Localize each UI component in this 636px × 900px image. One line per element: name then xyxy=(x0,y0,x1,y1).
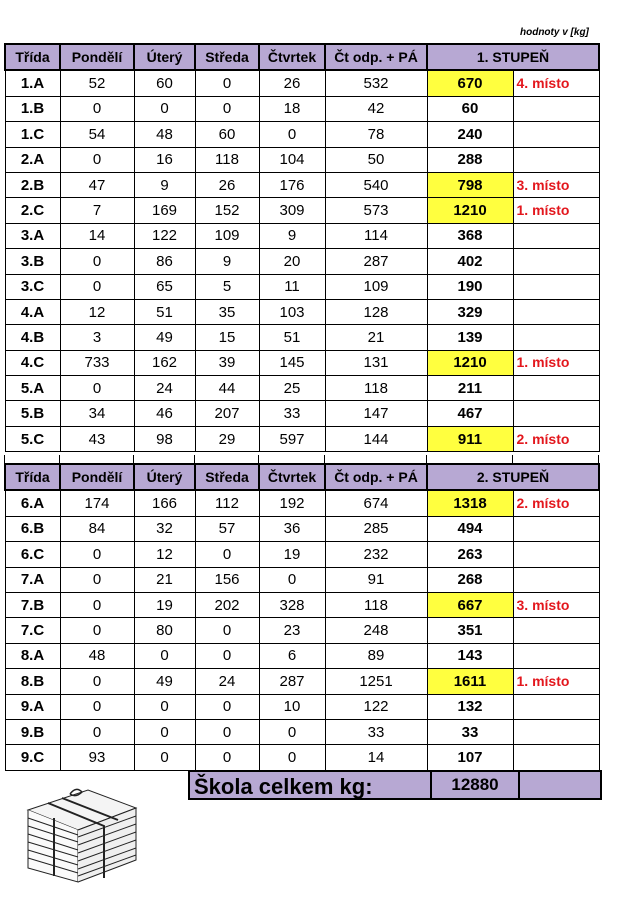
table-row xyxy=(5,490,599,516)
wednesday-value: 202 xyxy=(195,592,259,617)
place-cell xyxy=(513,643,599,668)
place-cell: 1. místo xyxy=(513,350,599,375)
table-row xyxy=(5,592,599,617)
place-cell: 2. místo xyxy=(513,490,599,516)
class-cell: 3.C xyxy=(5,274,60,299)
thursday-value: 0 xyxy=(259,122,325,147)
tuesday-value: 51 xyxy=(134,299,195,324)
total-cell: 143 xyxy=(427,643,513,668)
thu-fri-value: 573 xyxy=(325,198,427,223)
thursday-value: 0 xyxy=(259,567,325,592)
tuesday-value: 80 xyxy=(134,618,195,643)
monday-value: 0 xyxy=(60,274,134,299)
thu-fri-value: 232 xyxy=(325,542,427,567)
second-grade-body xyxy=(5,490,599,770)
thu-fri-value: 118 xyxy=(325,592,427,617)
class-cell: 2.A xyxy=(5,147,60,172)
place-cell xyxy=(513,274,599,299)
total-cell: 1210 xyxy=(427,350,513,375)
thu-fri-value: 144 xyxy=(325,426,427,451)
class-cell: 2.B xyxy=(5,172,60,197)
wednesday-value: 112 xyxy=(195,490,259,516)
table-row xyxy=(5,96,599,121)
class-cell: 2.C xyxy=(5,198,60,223)
thursday-value: 328 xyxy=(259,592,325,617)
class-cell: 4.A xyxy=(5,299,60,324)
wednesday-value: 5 xyxy=(195,274,259,299)
first-grade-body xyxy=(5,70,599,451)
thursday-value: 23 xyxy=(259,618,325,643)
place-cell: 3. místo xyxy=(513,592,599,617)
place-cell xyxy=(513,745,599,770)
thursday-value: 145 xyxy=(259,350,325,375)
class-cell: 6.C xyxy=(5,542,60,567)
table-row xyxy=(5,122,599,147)
thursday-value: 597 xyxy=(259,426,325,451)
class-cell: 1.A xyxy=(5,70,60,96)
thu-fri-value: 89 xyxy=(325,643,427,668)
monday-value: 54 xyxy=(60,122,134,147)
monday-value: 0 xyxy=(60,96,134,121)
header-wednesday: Středa xyxy=(195,44,259,70)
monday-value: 0 xyxy=(60,592,134,617)
monday-value: 48 xyxy=(60,643,134,668)
monday-value: 52 xyxy=(60,70,134,96)
wednesday-value: 109 xyxy=(195,223,259,248)
thu-fri-value: 109 xyxy=(325,274,427,299)
wednesday-value: 0 xyxy=(195,542,259,567)
thursday-value: 26 xyxy=(259,70,325,96)
table-row xyxy=(5,745,599,770)
wednesday-value: 39 xyxy=(195,350,259,375)
thursday-value: 33 xyxy=(259,401,325,426)
total-cell: 268 xyxy=(427,567,513,592)
monday-value: 0 xyxy=(60,694,134,719)
thursday-value: 0 xyxy=(259,745,325,770)
header-row xyxy=(5,44,599,70)
monday-value: 174 xyxy=(60,490,134,516)
place-cell xyxy=(513,719,599,744)
wednesday-value: 118 xyxy=(195,147,259,172)
thu-fri-value: 285 xyxy=(325,516,427,541)
table-first-grade xyxy=(4,43,600,452)
thursday-value: 11 xyxy=(259,274,325,299)
monday-value: 0 xyxy=(60,249,134,274)
thu-fri-value: 91 xyxy=(325,567,427,592)
monday-value: 0 xyxy=(60,719,134,744)
wednesday-value: 24 xyxy=(195,669,259,694)
monday-value: 0 xyxy=(60,147,134,172)
place-cell: 4. místo xyxy=(513,70,599,96)
thu-fri-value: 50 xyxy=(325,147,427,172)
tuesday-value: 46 xyxy=(134,401,195,426)
thu-fri-value: 540 xyxy=(325,172,427,197)
monday-value: 14 xyxy=(60,223,134,248)
total-cell: 1611 xyxy=(427,669,513,694)
thursday-value: 25 xyxy=(259,376,325,401)
thu-fri-value: 21 xyxy=(325,325,427,350)
table-row xyxy=(5,70,599,96)
thu-fri-value: 1251 xyxy=(325,669,427,694)
school-total-bar xyxy=(188,770,602,800)
section-title: 2. STUPEŇ xyxy=(427,464,599,490)
wednesday-value: 35 xyxy=(195,299,259,324)
wednesday-value: 0 xyxy=(195,643,259,668)
monday-value: 0 xyxy=(60,376,134,401)
wednesday-value: 29 xyxy=(195,426,259,451)
tuesday-value: 16 xyxy=(134,147,195,172)
total-cell: 1318 xyxy=(427,490,513,516)
paper-bundle-icon xyxy=(18,780,143,885)
tuesday-value: 19 xyxy=(134,592,195,617)
class-cell: 8.B xyxy=(5,669,60,694)
class-cell: 5.A xyxy=(5,376,60,401)
monday-value: 0 xyxy=(60,618,134,643)
place-cell xyxy=(513,542,599,567)
tuesday-value: 9 xyxy=(134,172,195,197)
total-cell: 139 xyxy=(427,325,513,350)
thursday-value: 20 xyxy=(259,249,325,274)
thu-fri-value: 42 xyxy=(325,96,427,121)
table-row xyxy=(5,147,599,172)
thu-fri-value: 114 xyxy=(325,223,427,248)
class-cell: 3.A xyxy=(5,223,60,248)
tuesday-value: 24 xyxy=(134,376,195,401)
table-row xyxy=(5,376,599,401)
total-cell: 670 xyxy=(427,70,513,96)
thu-fri-value: 14 xyxy=(325,745,427,770)
header-class: Třída xyxy=(5,44,60,70)
tuesday-value: 0 xyxy=(134,96,195,121)
thu-fri-value: 33 xyxy=(325,719,427,744)
wednesday-value: 44 xyxy=(195,376,259,401)
class-cell: 1.B xyxy=(5,96,60,121)
tuesday-value: 0 xyxy=(134,745,195,770)
tuesday-value: 32 xyxy=(134,516,195,541)
table-row xyxy=(5,350,599,375)
thu-fri-value: 122 xyxy=(325,694,427,719)
thursday-value: 6 xyxy=(259,643,325,668)
wednesday-value: 26 xyxy=(195,172,259,197)
thursday-value: 176 xyxy=(259,172,325,197)
table-row xyxy=(5,643,599,668)
thursday-value: 192 xyxy=(259,490,325,516)
monday-value: 0 xyxy=(60,669,134,694)
tuesday-value: 86 xyxy=(134,249,195,274)
wednesday-value: 0 xyxy=(195,96,259,121)
tuesday-value: 60 xyxy=(134,70,195,96)
class-cell: 6.B xyxy=(5,516,60,541)
monday-value: 47 xyxy=(60,172,134,197)
tuesday-value: 65 xyxy=(134,274,195,299)
total-cell: 288 xyxy=(427,147,513,172)
place-cell xyxy=(513,567,599,592)
total-cell: 402 xyxy=(427,249,513,274)
wednesday-value: 15 xyxy=(195,325,259,350)
class-cell: 5.B xyxy=(5,401,60,426)
school-total-value: 12880 xyxy=(430,772,520,798)
thu-fri-value: 287 xyxy=(325,249,427,274)
place-cell xyxy=(513,299,599,324)
class-cell: 9.A xyxy=(5,694,60,719)
monday-value: 34 xyxy=(60,401,134,426)
class-cell: 7.A xyxy=(5,567,60,592)
table-separator xyxy=(4,455,602,463)
place-cell xyxy=(513,147,599,172)
class-cell: 5.C xyxy=(5,426,60,451)
wednesday-value: 156 xyxy=(195,567,259,592)
thursday-value: 36 xyxy=(259,516,325,541)
table-row xyxy=(5,198,599,223)
unit-note: hodnoty v [kg] xyxy=(520,27,589,38)
tuesday-value: 0 xyxy=(134,643,195,668)
thursday-value: 0 xyxy=(259,719,325,744)
school-total-label: Škola celkem kg: xyxy=(194,774,373,799)
wednesday-value: 9 xyxy=(195,249,259,274)
header-class: Třída xyxy=(5,464,60,490)
thursday-value: 10 xyxy=(259,694,325,719)
place-cell: 2. místo xyxy=(513,426,599,451)
place-cell xyxy=(513,96,599,121)
table-row xyxy=(5,401,599,426)
wednesday-value: 0 xyxy=(195,70,259,96)
thursday-value: 51 xyxy=(259,325,325,350)
place-cell: 1. místo xyxy=(513,198,599,223)
table-row xyxy=(5,249,599,274)
class-cell: 3.B xyxy=(5,249,60,274)
class-cell: 1.C xyxy=(5,122,60,147)
place-cell xyxy=(513,516,599,541)
thursday-value: 19 xyxy=(259,542,325,567)
table-row xyxy=(5,274,599,299)
class-cell: 7.B xyxy=(5,592,60,617)
tuesday-value: 49 xyxy=(134,325,195,350)
monday-value: 43 xyxy=(60,426,134,451)
thursday-value: 103 xyxy=(259,299,325,324)
header-thursday: Čtvrtek xyxy=(259,44,325,70)
total-cell: 190 xyxy=(427,274,513,299)
monday-value: 93 xyxy=(60,745,134,770)
place-cell xyxy=(513,325,599,350)
table-row xyxy=(5,516,599,541)
header-tuesday: Úterý xyxy=(134,464,195,490)
thursday-value: 18 xyxy=(259,96,325,121)
table-row xyxy=(5,426,599,451)
thursday-value: 287 xyxy=(259,669,325,694)
thu-fri-value: 248 xyxy=(325,618,427,643)
total-cell: 368 xyxy=(427,223,513,248)
header-tuesday: Úterý xyxy=(134,44,195,70)
total-cell: 351 xyxy=(427,618,513,643)
table-row xyxy=(5,669,599,694)
tuesday-value: 0 xyxy=(134,694,195,719)
tuesday-value: 48 xyxy=(134,122,195,147)
class-cell: 4.C xyxy=(5,350,60,375)
tuesday-value: 169 xyxy=(134,198,195,223)
wednesday-value: 207 xyxy=(195,401,259,426)
class-cell: 6.A xyxy=(5,490,60,516)
total-cell: 467 xyxy=(427,401,513,426)
table-row xyxy=(5,542,599,567)
wednesday-value: 57 xyxy=(195,516,259,541)
thu-fri-value: 118 xyxy=(325,376,427,401)
section-title: 1. STUPEŇ xyxy=(427,44,599,70)
wednesday-value: 60 xyxy=(195,122,259,147)
wednesday-value: 152 xyxy=(195,198,259,223)
thursday-value: 9 xyxy=(259,223,325,248)
total-cell: 329 xyxy=(427,299,513,324)
table-row xyxy=(5,223,599,248)
place-cell: 1. místo xyxy=(513,669,599,694)
wednesday-value: 0 xyxy=(195,719,259,744)
thu-fri-value: 131 xyxy=(325,350,427,375)
monday-value: 3 xyxy=(60,325,134,350)
place-cell xyxy=(513,401,599,426)
monday-value: 0 xyxy=(60,567,134,592)
place-cell xyxy=(513,694,599,719)
header-monday: Pondělí xyxy=(60,464,134,490)
total-cell: 60 xyxy=(427,96,513,121)
tuesday-value: 21 xyxy=(134,567,195,592)
class-cell: 9.B xyxy=(5,719,60,744)
total-cell: 263 xyxy=(427,542,513,567)
header-thu-fri: Čt odp. + PÁ xyxy=(325,44,427,70)
table-row xyxy=(5,618,599,643)
total-cell: 211 xyxy=(427,376,513,401)
header-thu-fri: Čt odp. + PÁ xyxy=(325,464,427,490)
place-cell xyxy=(513,376,599,401)
total-cell: 667 xyxy=(427,592,513,617)
tuesday-value: 98 xyxy=(134,426,195,451)
place-cell xyxy=(513,223,599,248)
thu-fri-value: 147 xyxy=(325,401,427,426)
monday-value: 7 xyxy=(60,198,134,223)
table-row xyxy=(5,694,599,719)
tuesday-value: 12 xyxy=(134,542,195,567)
thursday-value: 104 xyxy=(259,147,325,172)
table-row xyxy=(5,172,599,197)
class-cell: 9.C xyxy=(5,745,60,770)
table-row xyxy=(5,567,599,592)
total-cell: 33 xyxy=(427,719,513,744)
header-thursday: Čtvrtek xyxy=(259,464,325,490)
place-cell xyxy=(513,122,599,147)
thu-fri-value: 532 xyxy=(325,70,427,96)
table-row xyxy=(5,325,599,350)
class-cell: 8.A xyxy=(5,643,60,668)
monday-value: 84 xyxy=(60,516,134,541)
thursday-value: 309 xyxy=(259,198,325,223)
place-cell xyxy=(513,249,599,274)
total-cell: 494 xyxy=(427,516,513,541)
total-cell: 107 xyxy=(427,745,513,770)
place-cell: 3. místo xyxy=(513,172,599,197)
thu-fri-value: 128 xyxy=(325,299,427,324)
total-cell: 1210 xyxy=(427,198,513,223)
monday-value: 12 xyxy=(60,299,134,324)
class-cell: 7.C xyxy=(5,618,60,643)
total-cell: 132 xyxy=(427,694,513,719)
class-cell: 4.B xyxy=(5,325,60,350)
table-row xyxy=(5,299,599,324)
total-cell: 798 xyxy=(427,172,513,197)
place-cell xyxy=(513,618,599,643)
header-row xyxy=(5,464,599,490)
table-row xyxy=(5,719,599,744)
thu-fri-value: 674 xyxy=(325,490,427,516)
tuesday-value: 122 xyxy=(134,223,195,248)
tuesday-value: 49 xyxy=(134,669,195,694)
tuesday-value: 0 xyxy=(134,719,195,744)
header-wednesday: Středa xyxy=(195,464,259,490)
wednesday-value: 0 xyxy=(195,745,259,770)
wednesday-value: 0 xyxy=(195,618,259,643)
thu-fri-value: 78 xyxy=(325,122,427,147)
monday-value: 0 xyxy=(60,542,134,567)
table-second-grade xyxy=(4,463,600,771)
tuesday-value: 166 xyxy=(134,490,195,516)
tuesday-value: 162 xyxy=(134,350,195,375)
monday-value: 733 xyxy=(60,350,134,375)
wednesday-value: 0 xyxy=(195,694,259,719)
total-cell: 911 xyxy=(427,426,513,451)
total-cell: 240 xyxy=(427,122,513,147)
header-monday: Pondělí xyxy=(60,44,134,70)
